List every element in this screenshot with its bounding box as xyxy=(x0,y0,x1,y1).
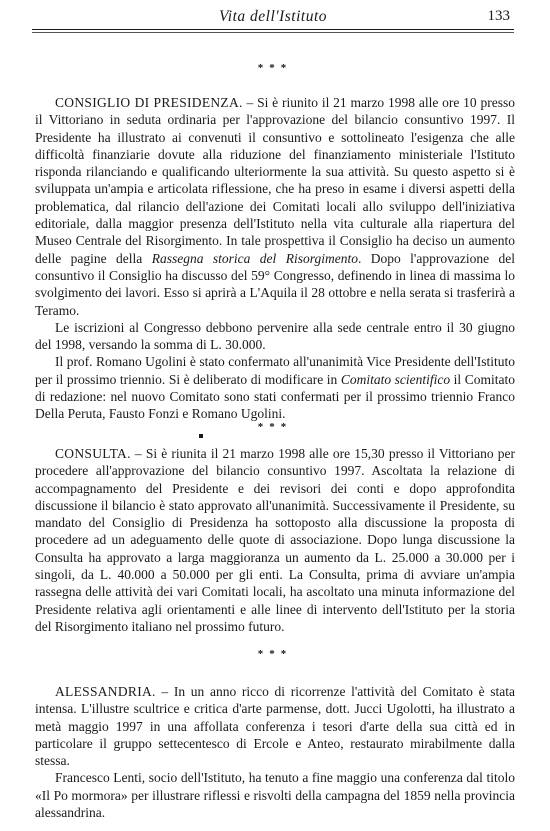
committee-name: Comitato scientifico xyxy=(340,371,451,387)
paragraph: Francesco Lenti, socio dell'Istituto, ha tenuto a fine maggio una conferenza dal titolo «Il Po mormora» per illustrare riflessi e risvolti della campagna del 1859 nella provincia alessandrina. xyxy=(35,770,515,821)
running-title: Vita dell'Istituto xyxy=(218,8,328,25)
section-separator: *** xyxy=(257,62,293,74)
paragraph: CONSIGLIO DI PRESIDENZA. – Si è riunito il 21 marzo 1998 alle ore 10 presso il Vittoriano in seduta ordinaria per l'approvazione del bilancio consuntivo 1997. Il Presidente ha illustrato ai convenuti il consuntivo e sottolineato l'esigenza che alle difficoltà finanziarie dovute alla riduzione del finanziamento ministeriale l'Istituto risponda rilanciando e qualificando ulteriormente la sua attività. Su questo aspetto si è sviluppata un'ampia e articolata riflessione, che ha preso in esame i diversi aspetti della problematica, dal rilancio dell'azione dei Comitati locali allo sviluppo dell'iniziativa editoriale, dalla maggior presenza dell'Istituto nella vita culturale alla riapertura del Museo Centrale del Risorgimento. In tale prospettiva il Consiglio ha deciso un aumento delle pagine della Rassegna storica del Risorgimento. Dopo l'approvazione del consuntivo il Consiglio ha discusso del 59° Congresso, definendo in linea di massima lo svolgimento dei lavori. Esso si aprirà a L'Aquila il 28 ottobre e nella serata si trasferirà a Teramo. xyxy=(35,95,515,318)
paragraph: Le iscrizioni al Congresso debbono pervenire alla sede centrale entro il 30 giugno del 1998, versando la somma di L. 30.000. xyxy=(35,319,515,353)
paragraph: ALESSANDRIA. – In un anno ricco di ricorrenze l'attività del Comitato è stata intensa. L'illustre scultrice e critica d'arte parmense, dott. Jucci Ugolotti, ha illustrato a metà maggio 1997 in una affollata conferenza i tesori d'arte della sua città ed in particolare il gruppo settecentesco di Ercole e Anteo, restaurato mirabilmente dalla stessa. xyxy=(35,684,515,769)
section-consulta xyxy=(35,445,515,635)
section-consiglio xyxy=(35,94,515,423)
paragraph: Il prof. Romano Ugolini è stato confermato all'unanimità Vice Presidente dell'Istituto per il prossimo triennio. Si è deliberato di modificare in Comitato scientifico il Comitato di redazione: nel nuovo Comitato sono stati confermati per il prossimo triennio Franco Della Peruta, Fausto Fonzi e Romano Ugolini. xyxy=(35,354,515,422)
section-separator: *** xyxy=(257,421,293,433)
section-separator: *** xyxy=(257,648,293,660)
journal-title: Rassegna storica del Risorgimento xyxy=(151,250,358,266)
section-alessandria xyxy=(35,683,515,821)
page-header xyxy=(32,6,514,32)
section-rubric: CONSULTA. xyxy=(55,446,131,461)
section-rubric: ALESSANDRIA. xyxy=(55,684,156,699)
paragraph: CONSULTA. – Si è riunita il 21 marzo 1998 alle ore 15,30 presso il Vittoriano per procedere all'approvazione del bilancio consuntivo 1997. Ascoltata la relazione di accompagnamento del Presidente e dei revisori dei conti e dopo approfondita discussione il bilancio è stato approvato all'unanimità. Successivamente il Presidente, su mandato del Consiglio di Presidenza ha sottoposto alla discussione la proposta di procedere ad un adeguamento delle quote di associazione. Dopo lunga discussione la Consulta ha approvato a larga maggioranza un aumento da L. 25.000 a 30.000 per i singoli, da L. 40.000 a 50.000 per gli enti. La Consulta, prima di avviare un'ampia rassegna delle attività dei vari Comitati locali, ha ascoltato una minuta informazione del Presidente relativa agli orientamenti e alle linee di intervento dell'Istituto per la storia del Risorgimento italiano nel prossimo futuro. xyxy=(35,446,515,634)
header-rule xyxy=(32,29,514,30)
print-mark xyxy=(199,434,203,438)
section-rubric: CONSIGLIO DI PRESIDENZA. xyxy=(55,95,243,110)
header-rule-thin xyxy=(32,32,514,33)
page-number: 133 xyxy=(487,8,510,24)
